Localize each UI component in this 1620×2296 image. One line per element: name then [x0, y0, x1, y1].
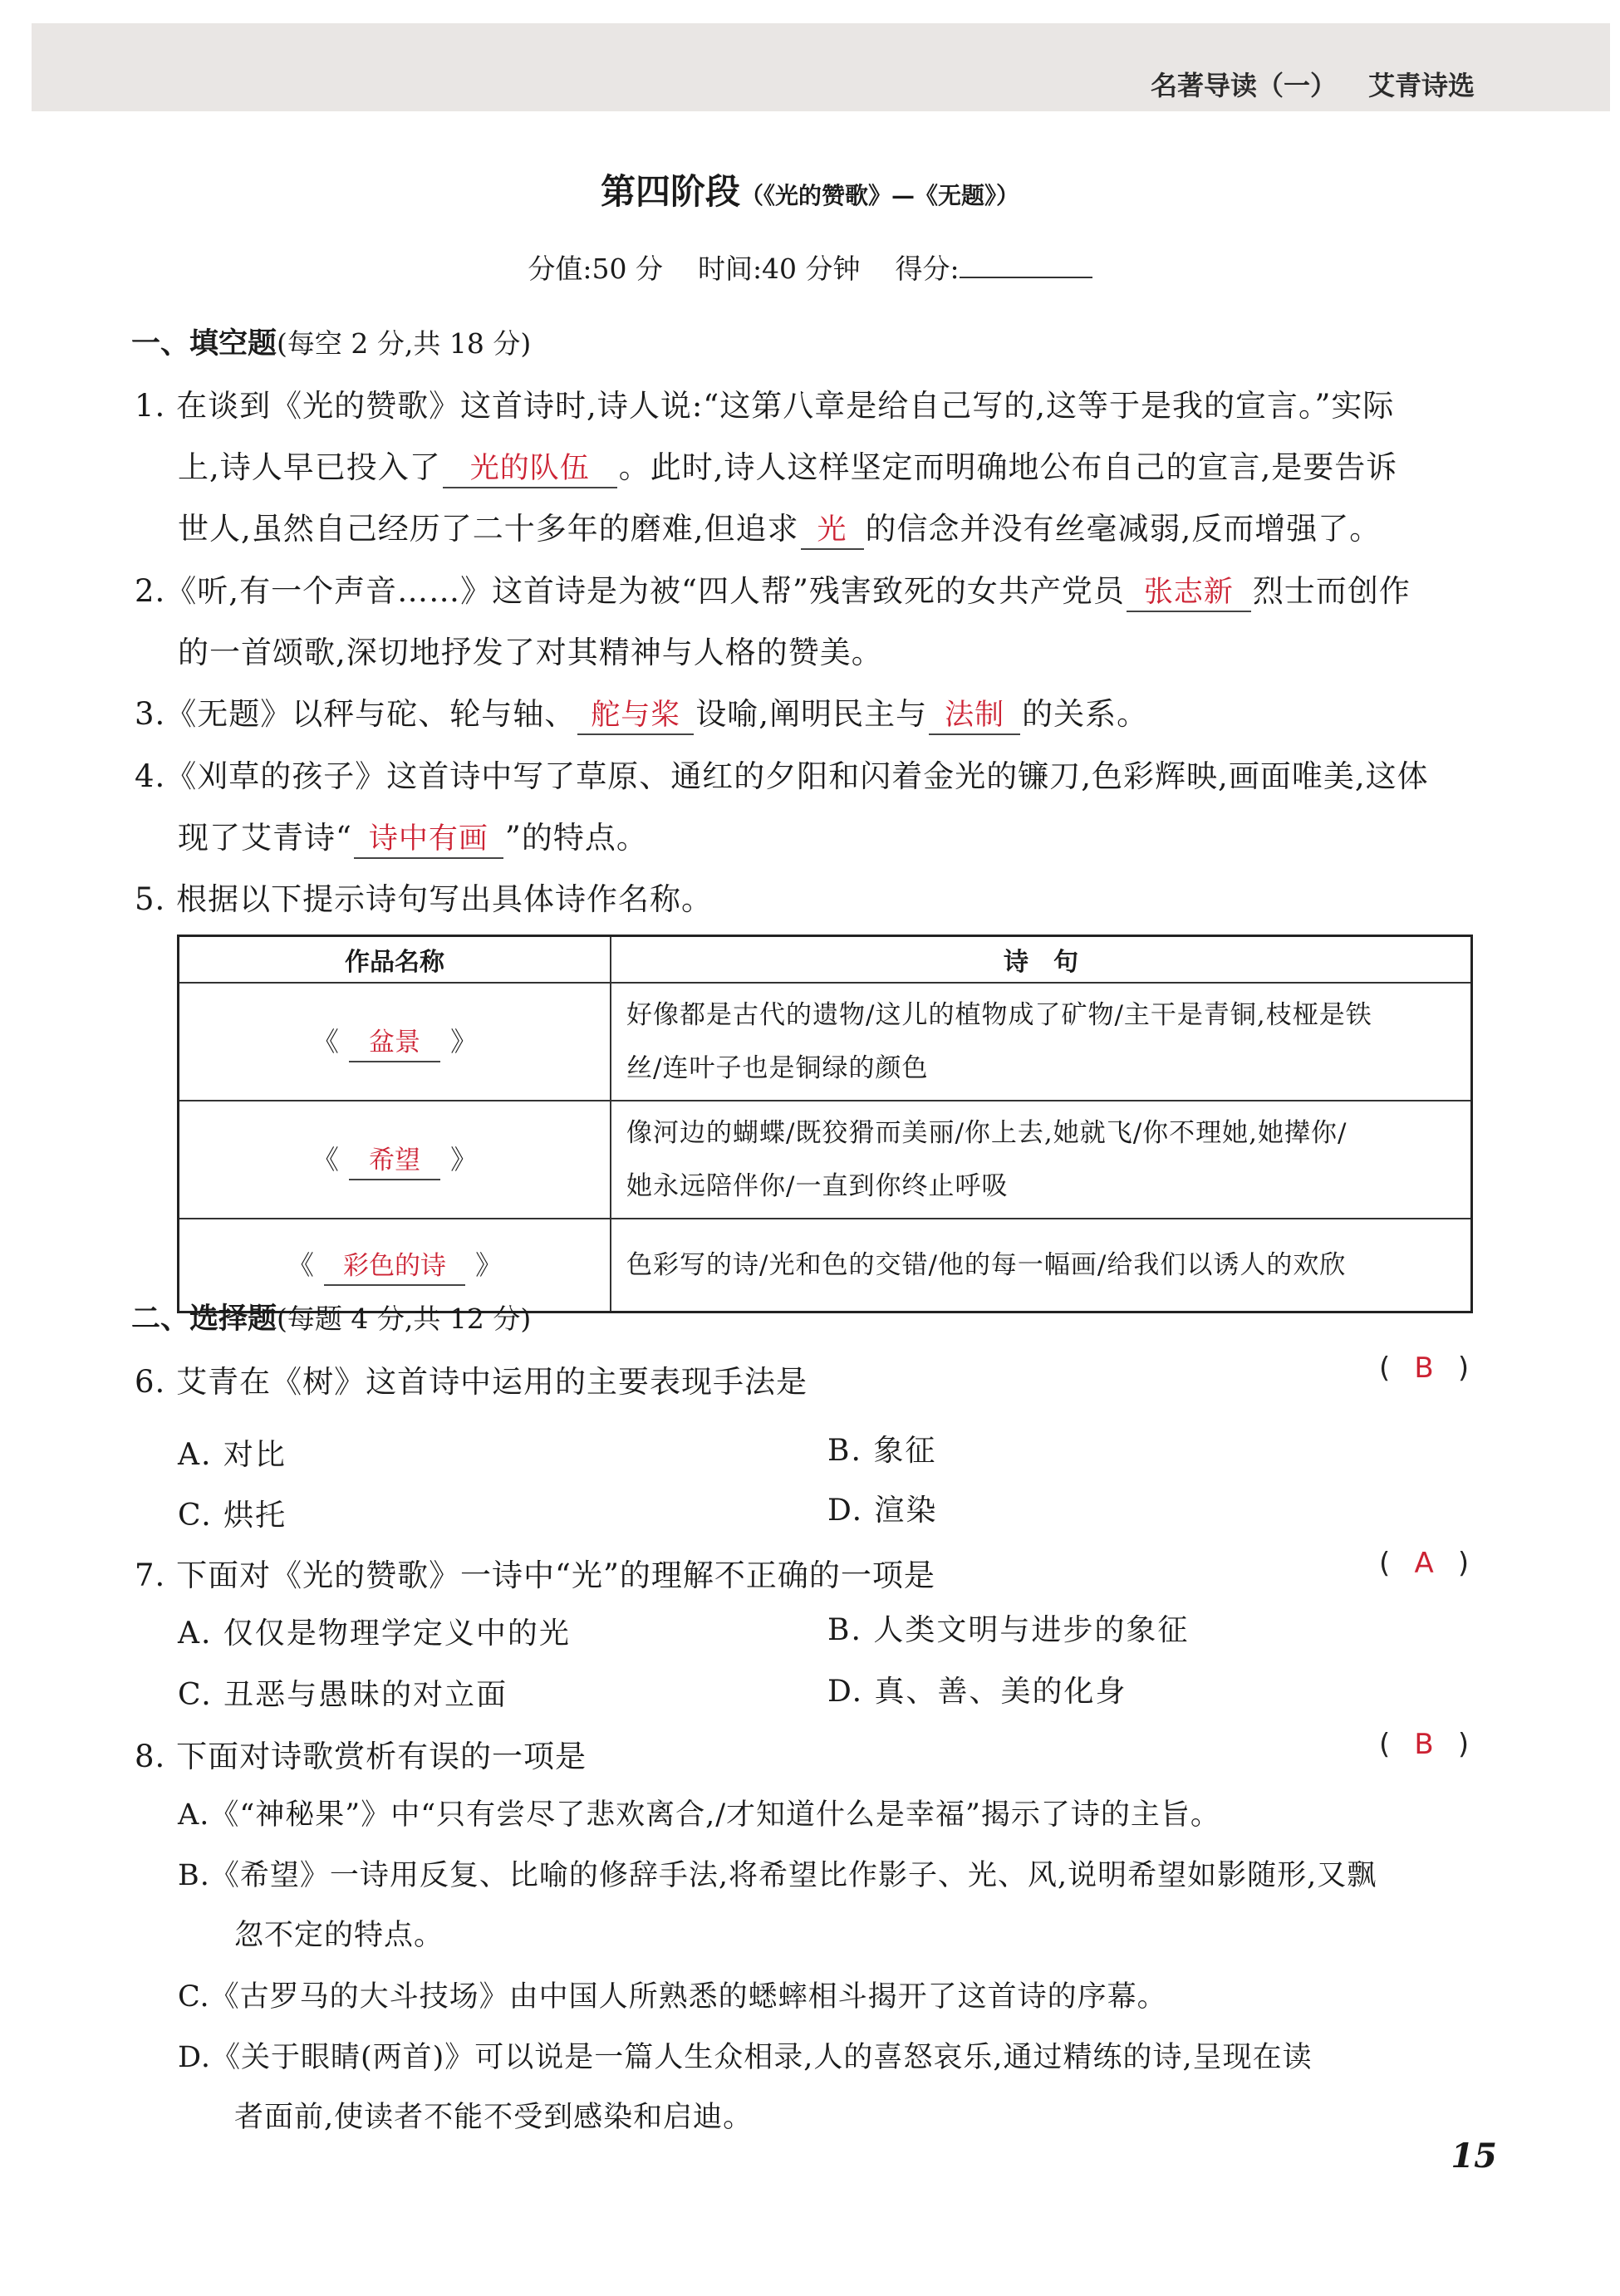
- poem-title-answer[interactable]: 彩色的诗: [324, 1248, 465, 1286]
- q2-line1: 2.《听,有一个声音……》这首诗是为被“四人帮”残害致死的女共产党员 张志新 烈士而创作: [135, 566, 1411, 612]
- verse-text: 色彩写的诗/光和色的交错/他的每一幅画/给我们以诱人的欢欣: [626, 1249, 1347, 1280]
- q1-line3: 世人,虽然自己经历了二十多年的磨难,但追求 光 的信念并没有丝毫减弱,反而增强了。: [178, 503, 1381, 550]
- q8-option-c[interactable]: C.《古罗马的大斗技场》由中国人所熟悉的蟋蟀相斗揭开了这首诗的序幕。: [178, 1980, 1167, 2014]
- verse-text: 好像都是古代的遗物/这儿的植物成了矿物/主干是青铜,枝桠是铁: [626, 1000, 1372, 1030]
- q7-option-a[interactable]: A. 仅仅是物理学定义中的光: [178, 1617, 571, 1651]
- q8-option-b-cont: 忽不定的特点。: [234, 1919, 444, 1952]
- q1-answer2[interactable]: 光: [801, 512, 864, 550]
- q8-option-d-cont: 者面前,使读者不能不受到感染和启迪。: [234, 2101, 754, 2134]
- table-header-row: [179, 936, 1472, 984]
- table-row: 《 彩色的诗 》 色彩写的诗/光和色的交错/他的每一幅画/给我们以诱人的欢欣: [179, 1219, 1472, 1312]
- table-header-verse: 诗 句: [611, 936, 1472, 984]
- poem-table: [177, 935, 1473, 1313]
- section1-heading: 一、填空题(每空 2 分,共 18 分): [131, 326, 532, 361]
- time-limit: 时间:40 分钟: [697, 253, 861, 285]
- q6-option-d[interactable]: D. 渲染: [827, 1494, 938, 1528]
- score-blank[interactable]: [960, 252, 1092, 278]
- q8-answer-box[interactable]: ( B ): [1379, 1728, 1470, 1761]
- q3-answer2[interactable]: 法制: [929, 697, 1020, 735]
- title-sub: （《光的赞歌》—《无题》）: [740, 182, 1020, 209]
- q8-option-a[interactable]: A.《“神秘果”》中“只有尝尽了悲欢离合,/才知道什么是幸福”揭示了诗的主旨。: [178, 1798, 1220, 1832]
- verse-text: 像河边的蝴蝶/既狡猾而美丽/你上去,她就飞/你不理她,她撵你/: [626, 1118, 1348, 1148]
- q2-answer[interactable]: 张志新: [1127, 574, 1251, 612]
- page-number: 15: [1451, 2137, 1497, 2176]
- header-book: 名著导读（一）: [1151, 70, 1338, 101]
- q7-option-d[interactable]: D. 真、善、美的化身: [827, 1675, 1127, 1709]
- q6-option-c[interactable]: C. 烘托: [178, 1499, 287, 1533]
- table-header-title: 作品名称: [179, 936, 611, 984]
- q6-stem: 6. 艾青在《树》这首诗中运用的主要表现手法是: [135, 1364, 808, 1400]
- q4-answer[interactable]: 诗中有画: [354, 821, 503, 859]
- q7-answer: A: [1414, 1547, 1434, 1580]
- poem-title-answer[interactable]: 希望: [349, 1142, 440, 1180]
- q7-stem: 7. 下面对《光的赞歌》一诗中“光”的理解不正确的一项是: [135, 1558, 935, 1593]
- score-label: 得分:: [895, 253, 960, 285]
- q5-prompt: 5. 根据以下提示诗句写出具体诗作名称。: [135, 881, 714, 917]
- page-title: [0, 164, 1620, 214]
- q8-answer: B: [1414, 1728, 1434, 1761]
- q7-answer-box[interactable]: ( A ): [1379, 1547, 1470, 1580]
- verse-text: 丝/连叶子也是铜绿的颜色: [626, 1053, 929, 1083]
- q3-answer1[interactable]: 舵与桨: [577, 697, 694, 735]
- q8-stem: 8. 下面对诗歌赏析有误的一项是: [135, 1739, 587, 1774]
- q8-option-d[interactable]: D.《关于眼睛(两首)》可以说是一篇人生众相录,人的喜怒哀乐,通过精练的诗,呈现在读: [178, 2041, 1313, 2074]
- q6-answer: B: [1414, 1352, 1434, 1385]
- q8-option-b[interactable]: B.《希望》一诗用反复、比喻的修辞手法,将希望比作影子、光、风,说明希望如影随形,又飘: [178, 1859, 1377, 1892]
- running-header: [1151, 65, 1475, 103]
- q7-option-c[interactable]: C. 丑恶与愚昧的对立面: [178, 1678, 508, 1712]
- q4-line1: 4.《刈草的孩子》这首诗中写了草原、通红的夕阳和闪着金光的镰刀,色彩辉映,画面唯美,这体: [135, 758, 1429, 794]
- section2-heading: 二、选择题(每题 4 分,共 12 分): [131, 1302, 532, 1336]
- score-line: [0, 248, 1620, 287]
- q6-option-a[interactable]: A. 对比: [178, 1438, 287, 1472]
- q1-line1: 1. 在谈到《光的赞歌》这首诗时,诗人说:“这第八章是给自己写的,这等于是我的宣言。”实际: [135, 388, 1395, 424]
- table-row: 《 希望 》 像河边的蝴蝶/既狡猾而美丽/你上去,她就飞/你不理她,她撵你/ 她永远陪伴你/一直到你终止呼吸: [179, 1101, 1472, 1219]
- q6-answer-box[interactable]: ( B ): [1379, 1352, 1470, 1385]
- q7-option-b[interactable]: B. 人类文明与进步的象征: [827, 1613, 1190, 1647]
- title-main: 第四阶段: [600, 171, 740, 212]
- q3-line1: 3.《无题》以秤与砣、轮与轴、 舵与桨 设喻,阐明民主与 法制 的关系。: [135, 689, 1148, 735]
- q1-answer1[interactable]: 光的队伍: [443, 450, 617, 488]
- table-row: 《 盆景 》 好像都是古代的遗物/这儿的植物成了矿物/主干是青铜,枝桠是铁 丝/连叶子也是铜绿的颜色: [179, 983, 1472, 1101]
- verse-text: 她永远陪伴你/一直到你终止呼吸: [626, 1171, 1009, 1201]
- q1-line2: 上,诗人早已投入了 光的队伍 。此时,诗人这样坚定而明确地公布自己的宣言,是要告诉: [178, 442, 1397, 488]
- q2-line2: 的一首颂歌,深切地抒发了对其精神与人格的赞美。: [178, 635, 883, 670]
- q6-option-b[interactable]: B. 象征: [827, 1434, 937, 1468]
- header-chapter: 艾青诗选: [1368, 70, 1475, 101]
- q4-line2: 现了艾青诗“ 诗中有画 ”的特点。: [178, 812, 648, 859]
- score-value: 分值:50 分: [528, 253, 663, 285]
- poem-title-answer[interactable]: 盆景: [349, 1024, 440, 1062]
